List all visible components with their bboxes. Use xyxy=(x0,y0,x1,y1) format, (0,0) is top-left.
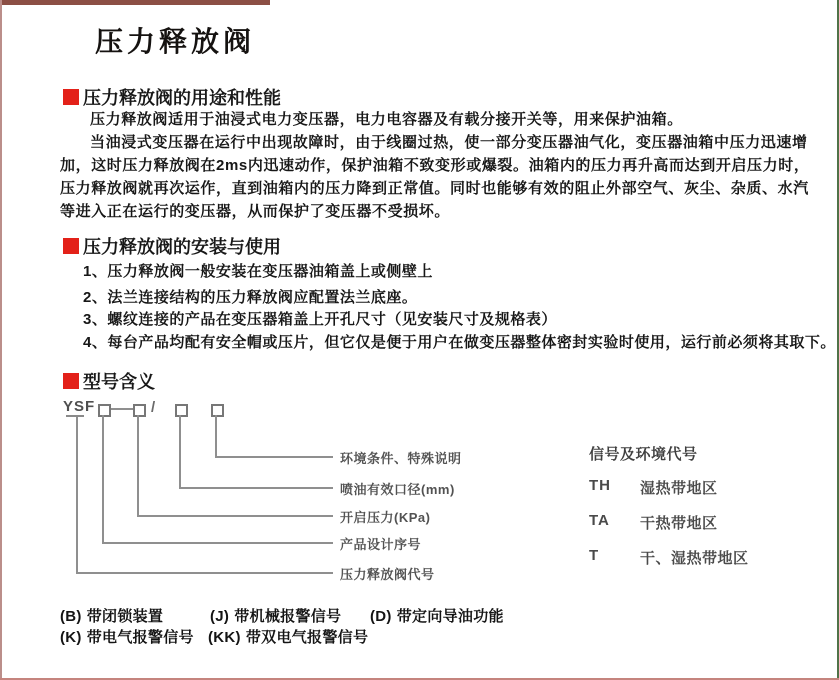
signal-code-desc: 干、湿热带地区 xyxy=(640,550,749,567)
signal-code: T xyxy=(589,547,600,564)
installation-item: 4、每台产品均配有安全帽或压片，但它仅是便于用户在做变压器整体密封实验时使用，运行前必须将其取下。 xyxy=(83,334,836,351)
model-label-environment: 环境条件、特殊说明 xyxy=(340,451,462,466)
model-label-valve-code: 压力释放阀代号 xyxy=(340,567,435,582)
model-digit-box-3 xyxy=(175,404,188,417)
leader-line xyxy=(215,415,217,458)
suffix-code-B xyxy=(60,605,163,626)
suffix-code-label: (B) xyxy=(60,608,82,625)
signal-code-desc: 湿热带地区 xyxy=(640,480,718,497)
model-label-orifice: 喷油有效口径(mm) xyxy=(340,482,455,497)
section-model-heading xyxy=(63,368,155,394)
section-installation-heading-text: 压力释放阀的安装与使用 xyxy=(83,237,281,257)
suffix-code-label: (D) xyxy=(370,608,392,625)
model-separator: / xyxy=(151,399,156,416)
suffix-code-desc: 带电气报警信号 xyxy=(86,629,194,646)
page-title: 压力释放阀 xyxy=(95,26,256,57)
suffix-code-desc: 带双电气报警信号 xyxy=(245,629,369,646)
leader-line xyxy=(179,487,333,489)
suffix-code-D xyxy=(370,605,504,626)
section-usage-heading xyxy=(63,84,281,110)
signal-codes-heading: 信号及环境代号 xyxy=(589,446,698,463)
signal-code-desc: 干热带地区 xyxy=(640,515,718,532)
installation-item: 1、压力释放阀一般安装在变压器油箱盖上或侧壁上 xyxy=(83,263,433,280)
model-label-opening-pressure: 开启压力(KPa) xyxy=(340,510,431,525)
red-square-bullet-icon xyxy=(63,238,79,254)
usage-paragraph-line: 压力释放阀就再次运作，直到油箱内的压力降到正常值。同时也能够有效的阻止外部空气、灰尘、杂质、水汽 xyxy=(60,180,809,197)
left-border-line xyxy=(0,0,2,680)
signal-code: TA xyxy=(589,512,610,529)
model-digit-box-4 xyxy=(211,404,224,417)
leader-line xyxy=(102,415,104,544)
model-prefix-underline xyxy=(66,415,84,417)
model-digit-box-2 xyxy=(133,404,146,417)
suffix-code-desc: 带机械报警信号 xyxy=(234,608,342,625)
usage-paragraph-line: 加，这时压力释放阀在2ms内迅速动作，保护油箱不致变形或爆裂。油箱内的压力再升高而达到开启压力时， xyxy=(60,157,810,174)
leader-line xyxy=(137,515,333,517)
leader-line xyxy=(102,542,333,544)
installation-item: 2、法兰连接结构的压力释放阀应配置法兰底座。 xyxy=(83,289,418,306)
suffix-code-label: (KK) xyxy=(208,629,241,646)
usage-paragraph-line: 等进入正在运行的变压器，从而保护了变压器不受损坏。 xyxy=(60,203,451,220)
suffix-code-KK xyxy=(208,626,368,647)
top-accent-bar xyxy=(0,0,270,5)
leader-line xyxy=(215,456,333,458)
red-square-bullet-icon xyxy=(63,373,79,389)
suffix-code-label: (K) xyxy=(60,629,82,646)
usage-paragraph-line: 当油浸式变压器在运行中出现故障时，由于线圈过热，使一部分变压器油气化，变压器油箱中压力迅速增 xyxy=(90,134,808,151)
leader-line xyxy=(76,417,78,574)
model-prefix-text: YSF xyxy=(63,398,96,415)
suffix-code-desc: 带定向导油功能 xyxy=(396,608,504,625)
suffix-code-K xyxy=(60,626,194,647)
installation-item: 3、螺纹连接的产品在变压器箱盖上开孔尺寸（见安装尺寸及规格表） xyxy=(83,311,557,328)
leader-line xyxy=(76,572,333,574)
signal-code: TH xyxy=(589,477,611,494)
section-usage-heading-text: 压力释放阀的用途和性能 xyxy=(83,88,281,108)
leader-line xyxy=(137,415,139,517)
model-digit-box-1 xyxy=(98,404,111,417)
suffix-code-desc: 带闭锁装置 xyxy=(86,608,164,625)
model-label-design-serial: 产品设计序号 xyxy=(340,537,422,552)
section-model-heading-text: 型号含义 xyxy=(83,372,155,392)
usage-paragraph-line: 压力释放阀适用于油浸式电力变压器，电力电容器及有载分接开关等，用来保护油箱。 xyxy=(90,111,683,128)
section-installation-heading xyxy=(63,233,281,259)
red-square-bullet-icon xyxy=(63,89,79,105)
suffix-code-J xyxy=(210,605,341,626)
box-connector-line xyxy=(111,408,133,410)
leader-line xyxy=(179,415,181,489)
suffix-code-label: (J) xyxy=(210,608,230,625)
